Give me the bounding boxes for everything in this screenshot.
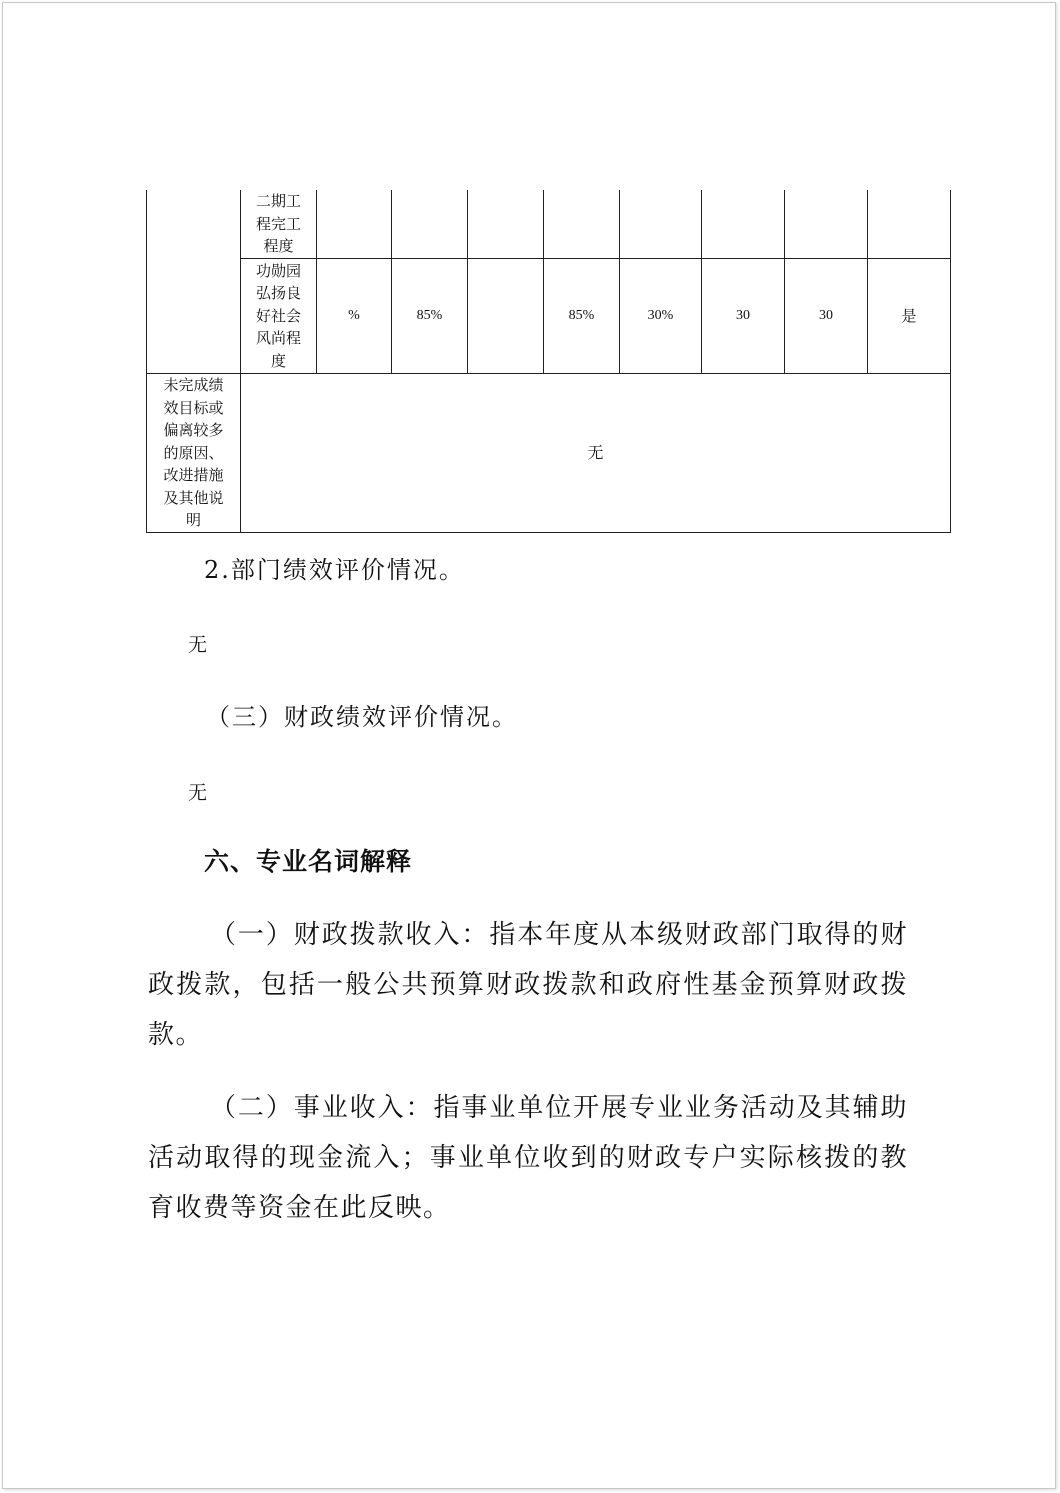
- definition-paragraph: [148, 910, 908, 1060]
- table-cell: [468, 259, 544, 374]
- definition-term: （二）事业收入：: [210, 1093, 434, 1123]
- table-cell: [785, 190, 868, 259]
- weight-cell: 30%: [620, 259, 702, 374]
- definition-paragraph: [148, 1083, 908, 1233]
- annual-target-cell: 85%: [392, 259, 468, 374]
- table-cell: [702, 190, 785, 259]
- table-cell: [544, 190, 620, 259]
- indicator-cell: 功勋园 弘扬良 好社会 风尚程 度: [241, 259, 317, 374]
- completed-cell: 是: [868, 259, 951, 374]
- fiscal-eval-value: 无: [188, 782, 208, 804]
- definition-term: （一）财政拨款收入：: [210, 920, 490, 950]
- dept-eval-heading: 2.部门绩效评价情况。: [204, 556, 465, 584]
- table-cell: [468, 190, 544, 259]
- unit-cell: %: [317, 259, 392, 374]
- score-cell: 30: [702, 259, 785, 374]
- score-cell: 30: [785, 259, 868, 374]
- table-cell: [392, 190, 468, 259]
- dept-eval-value: 无: [188, 634, 208, 656]
- table-row: [147, 259, 951, 374]
- fiscal-eval-heading: （三）财政绩效评价情况。: [206, 703, 518, 731]
- actual-value-cell: 85%: [544, 259, 620, 374]
- indicator-cell: 二期工 程完工 程度: [241, 190, 317, 259]
- table-row: [147, 374, 951, 533]
- table-cell: [620, 190, 702, 259]
- category-cell: [147, 190, 241, 374]
- definition-text: 指本年度从本级财政部门取得的财政拨款，包括一般公共预算财政拨款和政府性基金预算财政拨款。: [148, 920, 908, 1050]
- table-cell: [317, 190, 392, 259]
- table-cell: [868, 190, 951, 259]
- definition-text: 指事业单位开展专业业务活动及其辅助活动取得的现金流入；事业单位收到的财政专户实际核拨的教育收费等资金在此反映。: [148, 1093, 908, 1223]
- performance-table: [146, 190, 951, 533]
- section-title: 六、专业名词解释: [204, 847, 413, 876]
- table-row: [147, 190, 951, 259]
- notes-label-cell: 未完成绩 效目标或 偏离较多 的原因、 改进措施 及其他说 明: [147, 374, 241, 533]
- notes-value-cell: 无: [241, 374, 951, 533]
